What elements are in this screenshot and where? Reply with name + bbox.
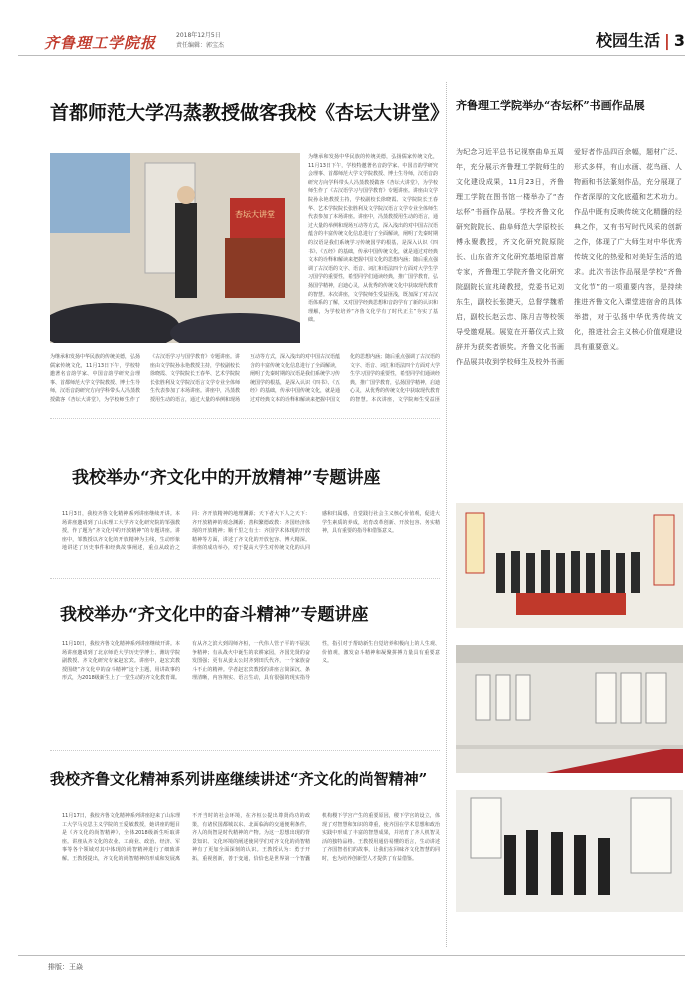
- article-divider: [50, 418, 440, 419]
- lecture-photo: [50, 153, 300, 343]
- header-rule: [18, 55, 685, 56]
- article-body-continued: 为继承和发扬中华民族的传统美德，弘扬儒家传统文化，11月13日下午，学校特邀著名音韵学家、中国音韵学研究会理事、首都师范大学文学院教授、博士生导师，汉语音韵研究方向学科带头人冯蒸教授做客《杏坛大讲堂》，为学校师生作了《古汉语学习与国学教育》专题讲座。讲座由文学院孙永艳教授主持，学校副校长徐晓霞、文学院院长王春华、艺术学院院长张胜利及文学院汉语言文学专业全体师生代表参加了本场讲座。讲座中，冯蒸教授用生动的语言，通过大量的举例和现场互动等方式，深入浅出的对中国古汉语蕴含的丰富传统文化信息进行了全面解读，阐明了先秦时期的汉语是我们系统学习传统国学的根基，是深入认识《四书》、《五经》的基础，传承中国传统文化，就是通过对经典文本的诠释和解读来把握中国文化的思想内涵；随后重点强调了古汉语的文字、语音、词汇和语法四个方面对大学生学习国学的重要性，希望同学们通读经典，推广国学教育，弘扬国学精神，启迪心灵，从优秀的传统文化中获取现代教育的智慧。本次讲座，文学院师生受益匪: [50, 354, 440, 403]
- article-body: 为继承和发扬中华民族的传统美德，弘扬儒家传统文化，11月13日下午，学校特邀著名音韵学家、中国音韵学研究会理事、首都师范大学文学院教授、博士生导师，汉语音韵研究方向学科带头人冯蒸教授做客《杏坛大讲堂》，为学校师生作了《古汉语学习与国学教育》专题讲座。讲座由文学院孙永艳教授主持，学校副校长徐晓霞、文学院院长王春华、艺术学院院长张胜利及文学院汉语言文学专业全体师生代表参加了本场讲座。讲座中，冯蒸教授用生动的语言，通过大量的举例和现场互动等方式，深入浅出的对中国古汉语蕴含的丰富传统文化信息进行了全面解读，阐明了先秦时期的汉语是我们系统学习传统国学的根基，是深入认识《四书》、《五经》的基础，传承中国传统文化，就是通过对经典文本的诠释和解读来把握中国文化的思想内涵；随后重点强调了古汉语的文字、语音、词汇和语法四个方面对大学生学习国学的重要性，希望同学们通读经典，推广国学教育，弘扬国学精神，启迪心灵，从优秀的传统文化中获取现代教育的智慧。本次讲座，文学院师生受益匪浅，既加深了对古汉语体系的了解，又对国学经典思想和音韵学有了新的认识和理解，为学校培养“齐鲁文化学有了时代正主”夯实了基础。: [308, 154, 438, 324]
- article-divider: [50, 578, 440, 579]
- article-title: 首都师范大学冯蒸教授做客我校《杏坛大讲堂》: [50, 102, 450, 124]
- article-body: 11月10日，我校齐鲁文化精神系列讲座继续开讲。本场讲座邀请到了北京师范大学历史学博士、潍坊学院副教授、齐文化研究专家赵宏宾。讲座中，赵宏宾教授围绕“齐文化中的奋斗精神”这个主题，用讲故事的形式，为2018级新生上了一堂生动的齐文化教育课。有从齐之滨大到周师齐桓，一代伟人管子平的不屈抗争精神；有从战火中诞生的农耕家园，齐国先贤的奋发图强；更有从姜太公封齐到田氏代齐，一个家族奋斗不止的精神。学者赵宏宾教授的讲座言简深沉、条理清晰，内容翔实、语言生动，具有很强的现实指导性，指引对于帮助新生自觉培养积极向上的人生观、价值观，激发奋斗精神和凝聚拼搏力量具有重要意义。: [62, 641, 440, 682]
- group-photo-scene: [456, 503, 683, 628]
- exhibition-group-photo: [456, 503, 683, 628]
- page-number: 3: [673, 31, 685, 50]
- editor-credit: 责任编辑：郭宝杰: [176, 42, 225, 49]
- article-divider: [50, 750, 440, 751]
- footer-rule: [18, 955, 685, 956]
- masthead: 齐鲁理工学院报: [44, 34, 157, 52]
- issue-date: 2018年12月5日: [176, 32, 221, 39]
- article-body: 11月17日，我校齐鲁文化精神系列讲座迎来了山东理工大学马克思主义学院的王爱敏教授，她讲座的题目是《齐文化的尚智精神》，全体2018级新生听取讲座。讲座从齐文化的农业、工商业、政治、经济、军事等各个领域对其中体现的尚智精神进行了细致讲解。王教授提出，齐文化的尚智精神的形成和发展离不开当时的社会环境，在齐桓公提出尊贤尚功的政策，有诸侯国都城以东、北面临海的交通便利条件，齐人的尚智是时代精神的产物。为这一思想出现的背景知识、文化环境的阐述使同学们对齐文化的尚智精神有了更加全面深刻的认识。王教授认为：勇于开拓，重视创新，善于变通，恰恰也是世界第一个智囊机构稷下学宫产生的重要原因，稷下学宫的设立，体现了对智慧和知识的尊重，使齐国在学术思想和政治实践中形成了丰富的智慧成果，并培育了齐人机智灵活的独特品格。王教授用通俗易懂的语言，生动讲述了齐国智者们的故事，让我们在回味齐文化智慧的同时，也为培养创新型人才提供了有益借鉴。: [62, 813, 440, 862]
- layout-credit: 排版：王焱: [48, 963, 83, 971]
- visit-photo: [456, 790, 683, 912]
- visit-scene: [456, 790, 683, 912]
- lecture-scene: [50, 153, 300, 343]
- section-name: 校园生活: [596, 31, 661, 50]
- article-body: 为纪念习近平总书记视察曲阜五周年，充分展示齐鲁理工学院师生的文化建设成果，11月23日，齐鲁理工学院在图书馆一楼举办了“杏坛杯”书画作品展。学校齐鲁文化研究院院长、曲阜师范大学原校长傅永聚教授，齐文化研究院原院长、山东省齐文化研究基地原首席专家，齐鲁理工学院齐鲁文化研究院副院长宣兆琦教授，党委书记刘东生，副校长张捷天，总督学魏希启，副校长赵云忠、陈月吉等校领导受邀观展。展览在开幕仪式上致辞并为获奖者颁奖。齐鲁文化书画作品展共收到学校师生及校外书画爱好者作品四百余幅，题材广泛、形式多样，有山水画、花鸟画、人物画和书法篆刻作品，充分展现了作者深厚的文化底蕴和艺术功力。作品中既有反映传统文化精髓的经典之作，又有书写时代风采的创新之作，体现了广大师生对中华优秀传统文化的热爱和对美好生活的追求。此次书法作品展是学校“齐鲁文化节”的一项重要内容，是持续推进齐鲁文化入课堂进宿舍的具体举措，对于弘扬中华优秀传统文化，推进社会主义核心价值观建设具有重要意义。: [456, 148, 682, 366]
- section-separator: |: [664, 31, 670, 50]
- article-title: 我校举办“齐文化中的开放精神”专题讲座: [72, 468, 381, 488]
- article-title: 齐鲁理工学院举办“杏坛杯”书画作品展: [456, 99, 645, 112]
- section-heading: [596, 28, 685, 51]
- article-title: 我校举办“齐文化中的奋斗精神”专题讲座: [60, 605, 369, 625]
- photo-banner-text: 杏坛大讲堂: [235, 210, 275, 219]
- article-body: 11月3日，我校齐鲁文化精神系列讲座继续开讲。本场讲座邀请到了山东理工大学齐文化研究院的邹强教授，作了题为“齐文化中的开放精神”的专题讲座。讲座中，邹教授以齐文化的开放精神为主线，生动形象地讲述了历史事件和经典故事阐述，重点从政治之同：齐开放精神的地理渊源；天下者大下人之天下：齐开放精神的观念渊源；善积繁德政教：齐国经济体现的开放精神；顺千里之有士：齐国学术体现的开放精神等方面，讲述了齐文化的开放包容、博大精深。讲座的成功举办，对于提高大学生对传统文化的认同感和归属感，自觉践行社会主义核心价值观，促进大学生素质的养成，培育改革创新、开放包容、务实精神，具有重要的指导和借鉴意义。: [62, 511, 440, 552]
- article-title: 我校齐鲁文化精神系列讲座继续讲述“齐文化的尚智精神”: [50, 770, 428, 788]
- exhibition-hall-scene: [456, 645, 683, 773]
- column-divider: [446, 82, 447, 947]
- exhibition-hall-photo: [456, 645, 683, 773]
